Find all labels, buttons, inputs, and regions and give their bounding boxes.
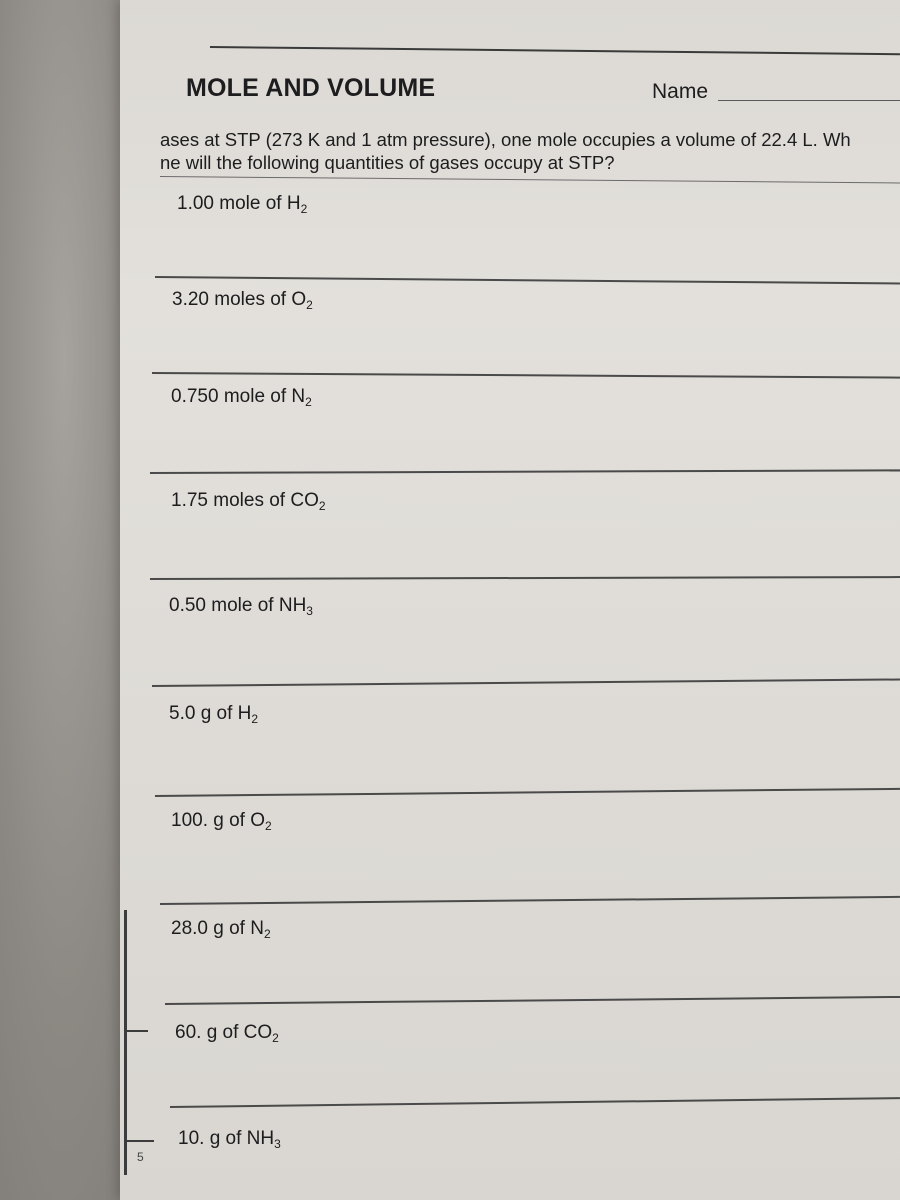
problem-subscript: 2: [318, 499, 326, 513]
name-label: Name: [652, 80, 709, 103]
problem-quantity: 3.20 moles of O: [172, 289, 307, 310]
problem-quantity: 5.0 g of H: [169, 703, 252, 724]
problem-6: [169, 703, 258, 725]
problem-5: [169, 595, 313, 617]
name-field-line[interactable]: [718, 100, 900, 101]
problem-quantity: 28.0 g of N: [171, 918, 264, 939]
problem-8: [171, 918, 271, 940]
margin-bracket: [124, 910, 127, 1175]
problem-quantity: 10. g of NH: [178, 1128, 275, 1149]
problem-subscript: 3: [274, 1137, 281, 1151]
problem-subscript: 3: [306, 604, 313, 618]
worksheet-title: MOLE AND VOLUME: [186, 74, 436, 102]
problem-subscript: 2: [251, 712, 259, 726]
instructions-line-1: ases at STP (273 K and 1 atm pressure), one mole occupies a volume of 22.4 L. Wh: [160, 129, 851, 150]
problem-quantity: 0.50 mole of NH: [169, 595, 307, 616]
problem-quantity: 1.00 mole of H: [177, 193, 301, 214]
problem-10: [178, 1128, 281, 1150]
problem-2: [172, 289, 313, 311]
problem-quantity: 0.750 mole of N: [171, 386, 306, 407]
problem-subscript: 2: [272, 1031, 279, 1045]
problem-7: [171, 810, 272, 832]
problem-4: [171, 490, 326, 512]
problem-subscript: 2: [263, 927, 271, 941]
problem-3: [171, 386, 312, 408]
margin-tick: [124, 1140, 154, 1142]
problem-quantity: 60. g of CO: [175, 1022, 273, 1043]
problem-subscript: 2: [305, 395, 312, 409]
problem-subscript: 2: [300, 202, 308, 216]
problem-subscript: 2: [306, 298, 313, 312]
instructions-line-2: ne will the following quantities of gases occupy at STP?: [160, 152, 615, 173]
problem-subscript: 2: [265, 819, 272, 833]
margin-tick: [124, 1030, 148, 1032]
problem-quantity: 100. g of O: [171, 810, 266, 831]
problem-1: [177, 193, 307, 215]
problem-quantity: 1.75 moles of CO: [171, 490, 319, 511]
problem-9: [175, 1022, 279, 1044]
page-number: 5: [137, 1150, 144, 1164]
